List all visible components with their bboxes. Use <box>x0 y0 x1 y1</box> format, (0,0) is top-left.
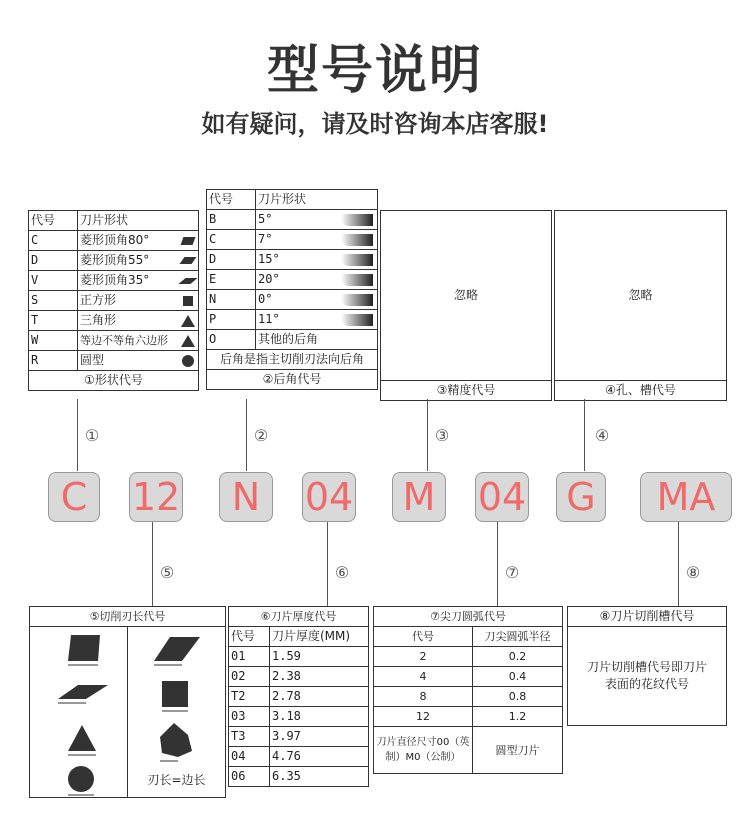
row-value: 3.97 <box>270 727 369 747</box>
row-desc: 15° <box>256 250 338 270</box>
row-value: 2.78 <box>270 687 369 707</box>
clearance-note: 后角是指主切削刃法向后角 <box>207 350 378 370</box>
hole-body: 忽略 <box>628 288 653 302</box>
marker-6: ⑥ <box>334 563 350 582</box>
table-row <box>229 687 369 707</box>
clearance-col-desc: 刀片形状 <box>256 190 378 210</box>
marker-4: ④ <box>594 426 610 445</box>
row-desc: 5° <box>256 210 338 230</box>
circle-icon <box>68 766 94 792</box>
clearance-col-code: 代号 <box>207 190 256 210</box>
thickness-caption: ⑥刀片厚度代号 <box>229 607 369 627</box>
table-row <box>374 687 563 707</box>
clearance-table <box>206 189 378 390</box>
radius-caption: ⑦尖刀圆弧代号 <box>374 607 563 627</box>
hexagon-icon <box>181 335 195 347</box>
row-code: T2 <box>229 687 270 707</box>
row-value: 0.4 <box>473 667 563 687</box>
code-chipbreaker: MA <box>640 472 732 522</box>
row-value: 1.59 <box>270 647 369 667</box>
connector-line <box>152 522 153 606</box>
row-desc: 等边不等角六边形 <box>78 331 179 351</box>
row-desc: 7° <box>256 230 338 250</box>
row-code: D <box>207 250 256 270</box>
tolerance-box <box>380 210 552 401</box>
table-row <box>374 667 563 687</box>
table-row <box>207 330 378 350</box>
connector-line <box>584 399 585 471</box>
clearance-angle-icon <box>341 214 373 226</box>
code-hole: G <box>556 472 606 522</box>
row-value: 1.2 <box>473 707 563 727</box>
table-row <box>229 667 369 687</box>
table-row <box>29 271 199 291</box>
marker-1: ① <box>84 426 100 445</box>
row-desc: 20° <box>256 270 338 290</box>
connector-line <box>246 399 247 471</box>
row-code: 02 <box>229 667 270 687</box>
thickness-col-value: 刀片厚度(MM) <box>270 627 369 647</box>
row-code: T3 <box>229 727 270 747</box>
shape-caption: ①形状代号 <box>29 371 199 391</box>
tolerance-body: 忽略 <box>453 288 478 302</box>
chipbreaker-body: 刀片切削槽代号即刀片表面的花纹代号 <box>586 660 707 691</box>
rhombus-80-icon <box>181 237 196 245</box>
code-radius: 04 <box>475 472 529 522</box>
table-row <box>29 291 199 311</box>
row-desc: 菱形顶角55° <box>78 251 179 271</box>
table-row <box>229 707 369 727</box>
page-subtitle: 如有疑问，请及时咨询本店客服! <box>201 110 549 138</box>
radius-foot-left: 刀片直径尺寸00（英制）M0（公制） <box>374 727 473 774</box>
code-shape: C <box>48 472 100 522</box>
edge-length-box <box>29 606 226 798</box>
row-desc: 0° <box>256 290 338 310</box>
edge-length-caption: ⑤切削刃长代号 <box>30 607 225 627</box>
radius-table <box>373 606 563 774</box>
square-icon <box>162 681 188 707</box>
table-row <box>374 647 563 667</box>
hexagon-icon <box>160 723 192 757</box>
row-desc: 菱形顶角80° <box>78 231 179 251</box>
row-code: 04 <box>229 747 270 767</box>
table-row <box>29 311 199 331</box>
radius-col-code: 代号 <box>374 627 473 647</box>
row-code: C <box>29 231 78 251</box>
shape-col-code: 代号 <box>29 211 78 231</box>
marker-3: ③ <box>434 426 450 445</box>
chipbreaker-box <box>567 606 727 726</box>
table-row <box>29 231 199 251</box>
radius-foot-right: 圆型刀片 <box>473 727 563 774</box>
row-code: P <box>207 310 256 330</box>
clearance-angle-icon <box>341 254 373 266</box>
row-code: T <box>29 311 78 331</box>
chipbreaker-caption: ⑧刀片切削槽代号 <box>568 607 726 627</box>
clearance-caption: ②后角代号 <box>207 370 378 390</box>
row-value: 3.18 <box>270 707 369 727</box>
radius-col-value: 刀尖圆弧半径 <box>473 627 563 647</box>
rhombus-55-icon <box>154 637 200 661</box>
shape-table <box>28 210 199 391</box>
hole-box <box>554 210 727 401</box>
row-code: R <box>29 351 78 371</box>
code-tolerance: M <box>392 472 446 522</box>
table-row <box>374 707 563 727</box>
triangle-icon <box>181 315 195 327</box>
row-code: S <box>29 291 78 311</box>
marker-5: ⑤ <box>159 563 175 582</box>
row-desc: 三角形 <box>78 311 179 331</box>
table-row <box>207 210 378 230</box>
rhombus-55-icon <box>180 257 197 264</box>
row-code: N <box>207 290 256 310</box>
clearance-angle-icon <box>341 234 373 246</box>
marker-7: ⑦ <box>504 563 520 582</box>
hole-caption: ④孔、槽代号 <box>555 380 726 400</box>
row-desc: 11° <box>256 310 338 330</box>
row-value: 0.8 <box>473 687 563 707</box>
row-value: 4.76 <box>270 747 369 767</box>
connector-line <box>427 399 428 471</box>
connector-line <box>678 522 679 606</box>
connector-line <box>327 522 328 606</box>
row-code: O <box>207 330 256 350</box>
code-thickness: 04 <box>302 472 356 522</box>
table-row <box>207 250 378 270</box>
circle-icon <box>182 355 194 367</box>
tolerance-caption: ③精度代号 <box>381 380 551 400</box>
row-value: 6.35 <box>270 767 369 787</box>
row-code: W <box>29 331 78 351</box>
rhombus-80-icon <box>68 635 100 661</box>
marker-8: ⑧ <box>685 563 701 582</box>
row-desc: 圆型 <box>78 351 179 371</box>
row-code: 4 <box>374 667 473 687</box>
connector-line <box>77 399 78 471</box>
table-row <box>207 230 378 250</box>
table-row <box>207 290 378 310</box>
row-code: E <box>207 270 256 290</box>
table-row <box>229 767 369 787</box>
row-code: C <box>207 230 256 250</box>
thickness-table <box>228 606 369 787</box>
row-code: 2 <box>374 647 473 667</box>
row-value: 0.2 <box>473 647 563 667</box>
square-icon <box>183 296 193 306</box>
row-code: B <box>207 210 256 230</box>
connector-line <box>497 522 498 606</box>
clearance-angle-icon <box>341 274 373 286</box>
edge-length-note: 刃长=边长 <box>147 773 206 787</box>
row-code: V <box>29 271 78 291</box>
row-code: 8 <box>374 687 473 707</box>
row-value: 2.38 <box>270 667 369 687</box>
clearance-angle-icon <box>341 314 373 326</box>
table-row <box>29 351 199 371</box>
row-code: D <box>29 251 78 271</box>
thickness-col-code: 代号 <box>229 627 270 647</box>
rhombus-35-icon <box>58 685 108 699</box>
row-code: 01 <box>229 647 270 667</box>
row-code: 03 <box>229 707 270 727</box>
clearance-angle-icon <box>341 294 373 306</box>
triangle-icon <box>68 725 96 751</box>
table-row <box>207 310 378 330</box>
row-code: 12 <box>374 707 473 727</box>
table-row <box>207 270 378 290</box>
code-edge-length: 12 <box>129 472 183 522</box>
row-desc: 其他的后角 <box>256 330 378 350</box>
marker-2: ② <box>253 426 269 445</box>
row-desc: 正方形 <box>78 291 179 311</box>
table-row <box>29 331 199 351</box>
table-row <box>229 647 369 667</box>
page-title: 型号说明 <box>266 41 483 101</box>
table-row <box>29 251 199 271</box>
code-clearance: N <box>219 472 273 522</box>
table-row <box>229 727 369 747</box>
row-code: 06 <box>229 767 270 787</box>
row-desc: 菱形顶角35° <box>78 271 179 291</box>
rhombus-35-icon <box>178 278 197 284</box>
shape-col-desc: 刀片形状 <box>78 211 199 231</box>
table-row <box>229 747 369 767</box>
